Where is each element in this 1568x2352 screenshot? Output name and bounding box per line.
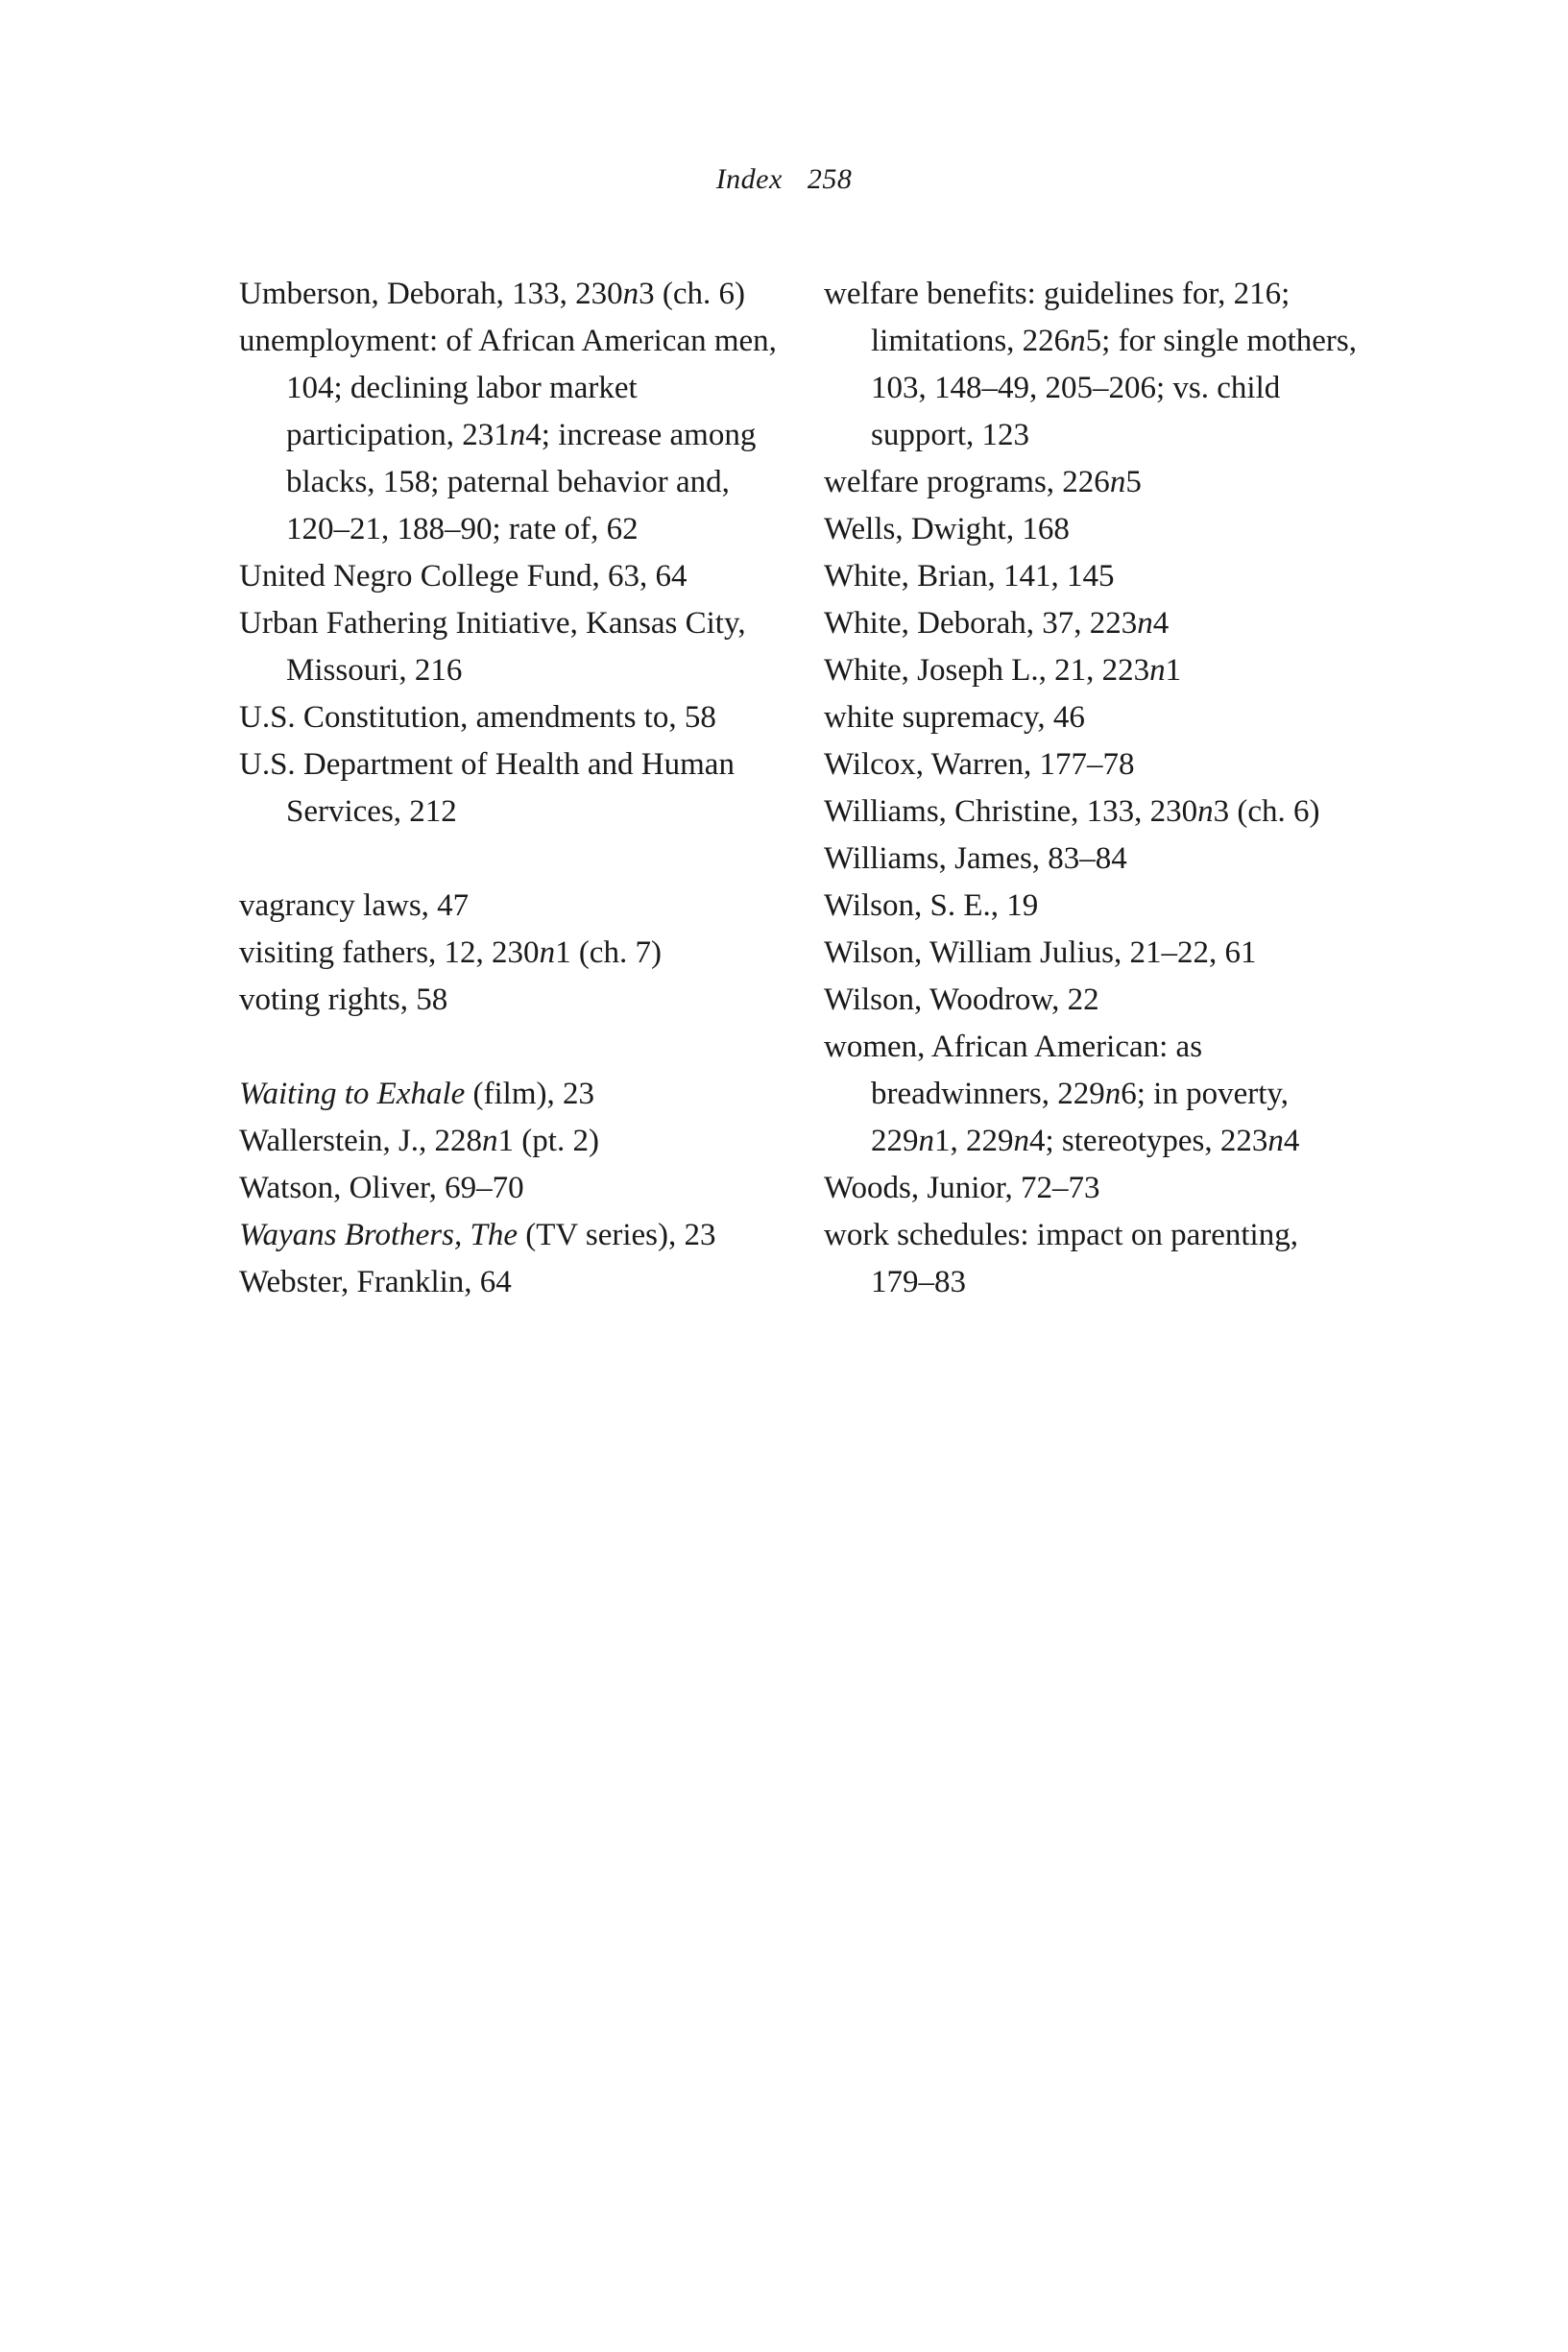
letter-group-gap <box>239 1024 796 1071</box>
index-entry <box>824 1212 1362 1306</box>
index-entry-text: Williams, James, 83–84 <box>824 841 1127 876</box>
index-entry-text: 1 <box>1165 653 1182 688</box>
index-entry-text: Williams, Christine, 133, 230 <box>824 794 1198 829</box>
index-entry <box>239 318 796 553</box>
index-entry <box>824 1024 1362 1165</box>
index-entry <box>239 1071 796 1118</box>
index-entry <box>239 930 796 977</box>
index-entry-text: welfare programs, 226 <box>824 465 1110 499</box>
index-entry-italic-text: n <box>1149 653 1166 688</box>
index-entry <box>239 1212 796 1259</box>
index-entry-italic-text: n <box>482 1124 498 1158</box>
index-entry <box>824 271 1362 459</box>
index-entry <box>824 883 1362 930</box>
index-entry-text: 6; in poverty, 229 <box>871 1077 1290 1158</box>
index-entry-italic-text: n <box>509 418 526 452</box>
page-number: 258 <box>807 163 853 195</box>
index-entry <box>824 694 1362 741</box>
index-entry-text: unemployment: of African American men, 104; declining labor market participation, 231 <box>239 324 777 452</box>
index-entry-text: 5 <box>1125 465 1142 499</box>
index-entry-italic-text: n <box>622 277 639 311</box>
index-entry <box>824 459 1362 506</box>
index-entry-italic-text: Wayans Brothers, The <box>239 1218 518 1252</box>
index-entry-italic-text: n <box>1109 465 1126 499</box>
index-entry <box>239 883 796 930</box>
index-entry <box>824 788 1362 836</box>
index-entry <box>824 553 1362 600</box>
index-entry-text: 3 (ch. 6) <box>639 277 745 311</box>
index-entry-text: 1 (ch. 7) <box>555 935 662 970</box>
index-entry-text: 4 <box>1283 1124 1300 1158</box>
index-entry-text: visiting fathers, 12, 230 <box>239 935 540 970</box>
index-entry <box>239 741 796 836</box>
index-entry-text: (TV series), 23 <box>517 1218 716 1252</box>
index-entry-text: 4; increase among blacks, 158; paternal behavior and, 120–21, 188–90; rate of, 62 <box>286 418 757 546</box>
index-entry-text: 1, 229 <box>934 1124 1014 1158</box>
index-entry <box>239 600 796 694</box>
index-entry-text: Urban Fathering Initiative, Kansas City, Missouri, 216 <box>239 606 746 688</box>
index-entry <box>239 553 796 600</box>
index-entry-text: Watson, Oliver, 69–70 <box>239 1171 524 1205</box>
running-head-title: Index <box>715 163 783 195</box>
index-entry-text: Webster, Franklin, 64 <box>239 1265 512 1299</box>
index-entry <box>239 1165 796 1212</box>
index-entry-text: U.S. Department of Health and Human Services, 212 <box>239 747 735 829</box>
index-entry <box>239 694 796 741</box>
index-entry-text: work schedules: impact on parenting, 179–83 <box>824 1218 1298 1299</box>
index-entry <box>824 506 1362 553</box>
index-entry-italic-text: n <box>1267 1124 1284 1158</box>
index-entry-text: welfare benefits: guidelines for, 216; limitations, 226 <box>824 277 1291 358</box>
index-entry-text: voting rights, 58 <box>239 982 448 1017</box>
running-head <box>0 163 1568 196</box>
index-entry <box>239 1259 796 1306</box>
index-entry <box>239 977 796 1024</box>
index-entry-text: Wilcox, Warren, 177–78 <box>824 747 1135 782</box>
index-entry <box>824 1165 1362 1212</box>
index-entry <box>824 741 1362 788</box>
index-entry-text: White, Deborah, 37, 223 <box>824 606 1138 641</box>
index-entry-text: white supremacy, 46 <box>824 700 1085 735</box>
letter-group-gap <box>239 836 796 883</box>
index-entry-italic-text: n <box>918 1124 934 1158</box>
index-entry-text: White, Brian, 141, 145 <box>824 559 1115 594</box>
index-entry <box>239 1118 796 1165</box>
index-entry-text: Wilson, S. E., 19 <box>824 888 1039 923</box>
index-entry-italic-text: n <box>539 935 556 970</box>
index-entry-text: U.S. Constitution, amendments to, 58 <box>239 700 716 735</box>
index-entry-italic-text: n <box>1197 794 1214 829</box>
index-entry-italic-text: n <box>1137 606 1153 641</box>
index-entry <box>824 977 1362 1024</box>
index-entry-text: Wallerstein, J., 228 <box>239 1124 483 1158</box>
index-entry <box>824 930 1362 977</box>
index-entry-text: Wilson, William Julius, 21–22, 61 <box>824 935 1257 970</box>
index-entry-text: vagrancy laws, 47 <box>239 888 470 923</box>
index-entry-text: 3 (ch. 6) <box>1213 794 1320 829</box>
index-entry <box>824 600 1362 647</box>
index-entry-text: Woods, Junior, 72–73 <box>824 1171 1100 1205</box>
index-entry-italic-text: Waiting to Exhale <box>239 1077 466 1111</box>
index-entry-italic-text: n <box>1070 324 1086 358</box>
index-column-right <box>824 271 1362 1306</box>
index-entry-text: Umberson, Deborah, 133, 230 <box>239 277 623 311</box>
index-entry-text: (film), 23 <box>465 1077 594 1111</box>
index-column-left <box>239 271 796 1306</box>
index-entry-text: United Negro College Fund, 63, 64 <box>239 559 688 594</box>
index-entry-text: 4; stereotypes, 223 <box>1029 1124 1268 1158</box>
index-entry-text: women, African American: as breadwinners, 229 <box>824 1030 1203 1111</box>
index-entry-text: 1 (pt. 2) <box>497 1124 599 1158</box>
index-entry-italic-text: n <box>1104 1077 1122 1111</box>
index-entry-text: Wells, Dwight, 168 <box>824 512 1070 546</box>
index-entry-italic-text: n <box>1013 1124 1029 1158</box>
index-entry <box>824 647 1362 694</box>
index-entry-text: White, Joseph L., 21, 223 <box>824 653 1150 688</box>
index-entry <box>239 271 796 318</box>
index-entry-text: 5; for single mothers, 103, 148–49, 205–206; vs. child support, 123 <box>871 324 1357 452</box>
index-entry-text: 4 <box>1152 606 1170 641</box>
index-entry-text: Wilson, Woodrow, 22 <box>824 982 1099 1017</box>
index-entry <box>824 836 1362 883</box>
